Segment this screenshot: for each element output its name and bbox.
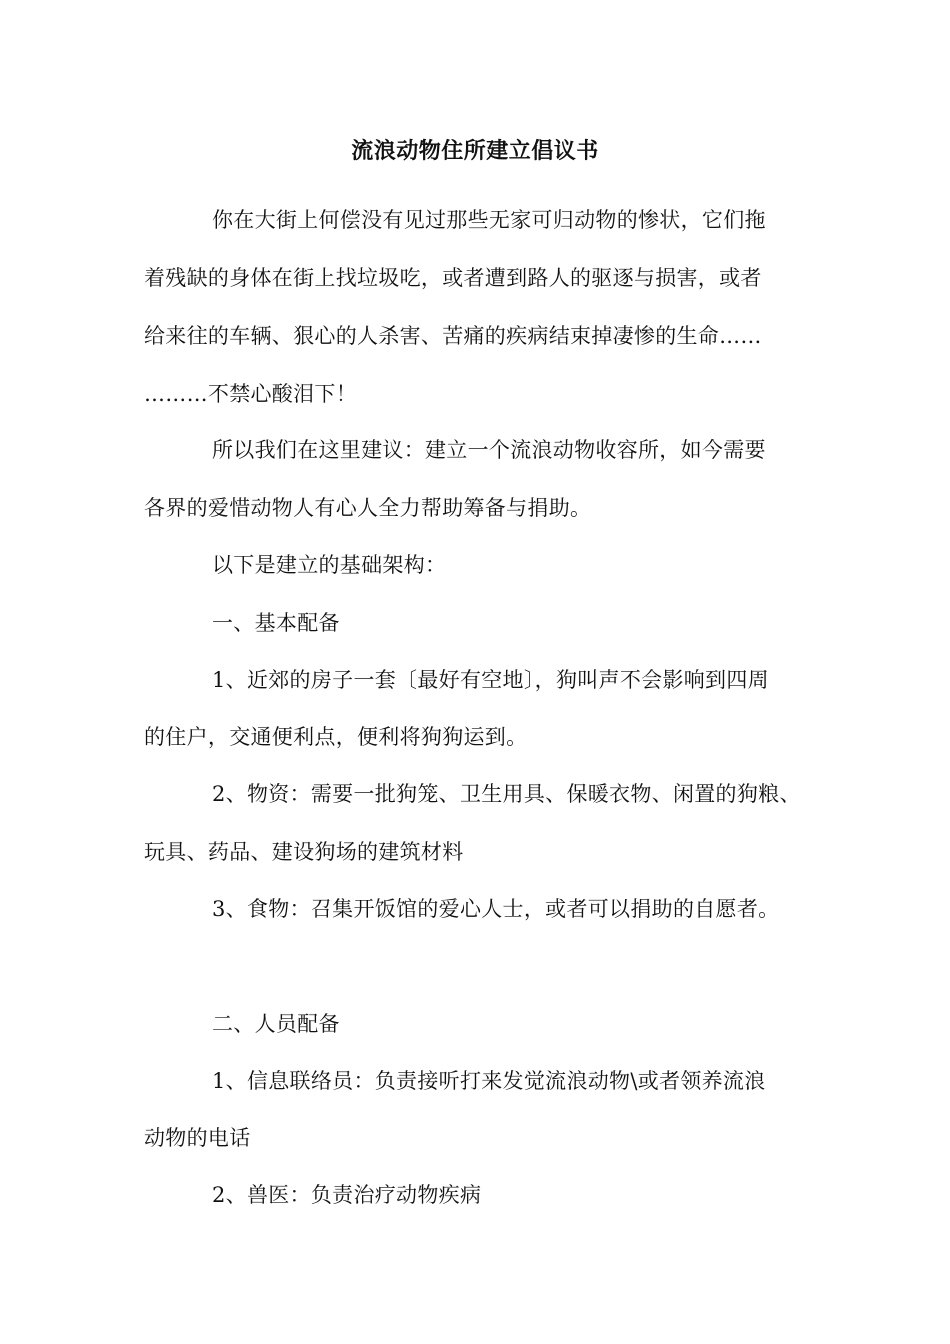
list-item-line: 的住户，交通便利点，便利将狗狗运到。 xyxy=(144,725,528,749)
section-heading: 二、人员配备 xyxy=(212,1012,340,1036)
list-item-line: 玩具、药品、建设狗场的建筑材料 xyxy=(144,840,464,864)
list-item-line: 动物的电话 xyxy=(144,1126,251,1150)
list-item-line: 1、信息联络员：负责接听打来发觉流浪动物\或者领养流浪 xyxy=(212,1069,766,1093)
list-item-line: 3、食物：召集开饭馆的爱心人士，或者可以捐助的自愿者。 xyxy=(212,897,780,921)
paragraph-line: 给来往的车辆、狠心的人杀害、苦痛的疾病结束掉凄惨的生命…… xyxy=(144,324,762,348)
list-item-line: 1、近郊的房子一套〔最好有空地〕，狗叫声不会影响到四周 xyxy=(212,668,769,692)
list-item-line: 2、兽医：负责治疗动物疾病 xyxy=(212,1183,482,1207)
paragraph-line: 你在大街上何偿没有见过那些无家可归动物的惨状，它们拖 xyxy=(212,208,766,232)
section-heading: 一、基本配备 xyxy=(212,611,340,635)
paragraph-line: 所以我们在这里建议：建立一个流浪动物收容所，如今需要 xyxy=(212,438,766,462)
paragraph-line: 着残缺的身体在街上找垃圾吃，或者遭到路人的驱逐与损害，或者 xyxy=(144,266,762,290)
paragraph-line: 各界的爱惜动物人有心人全力帮助筹备与捐助。 xyxy=(144,496,592,520)
paragraph-line: ………不禁心酸泪下！ xyxy=(144,382,357,406)
document-title: 流浪动物住所建立倡议书 xyxy=(351,138,599,164)
paragraph-line: 以下是建立的基础架构： xyxy=(212,553,447,577)
list-item-line: 2、物资：需要一批狗笼、卫生用具、保暖衣物、闲置的狗粮、 xyxy=(212,782,801,806)
